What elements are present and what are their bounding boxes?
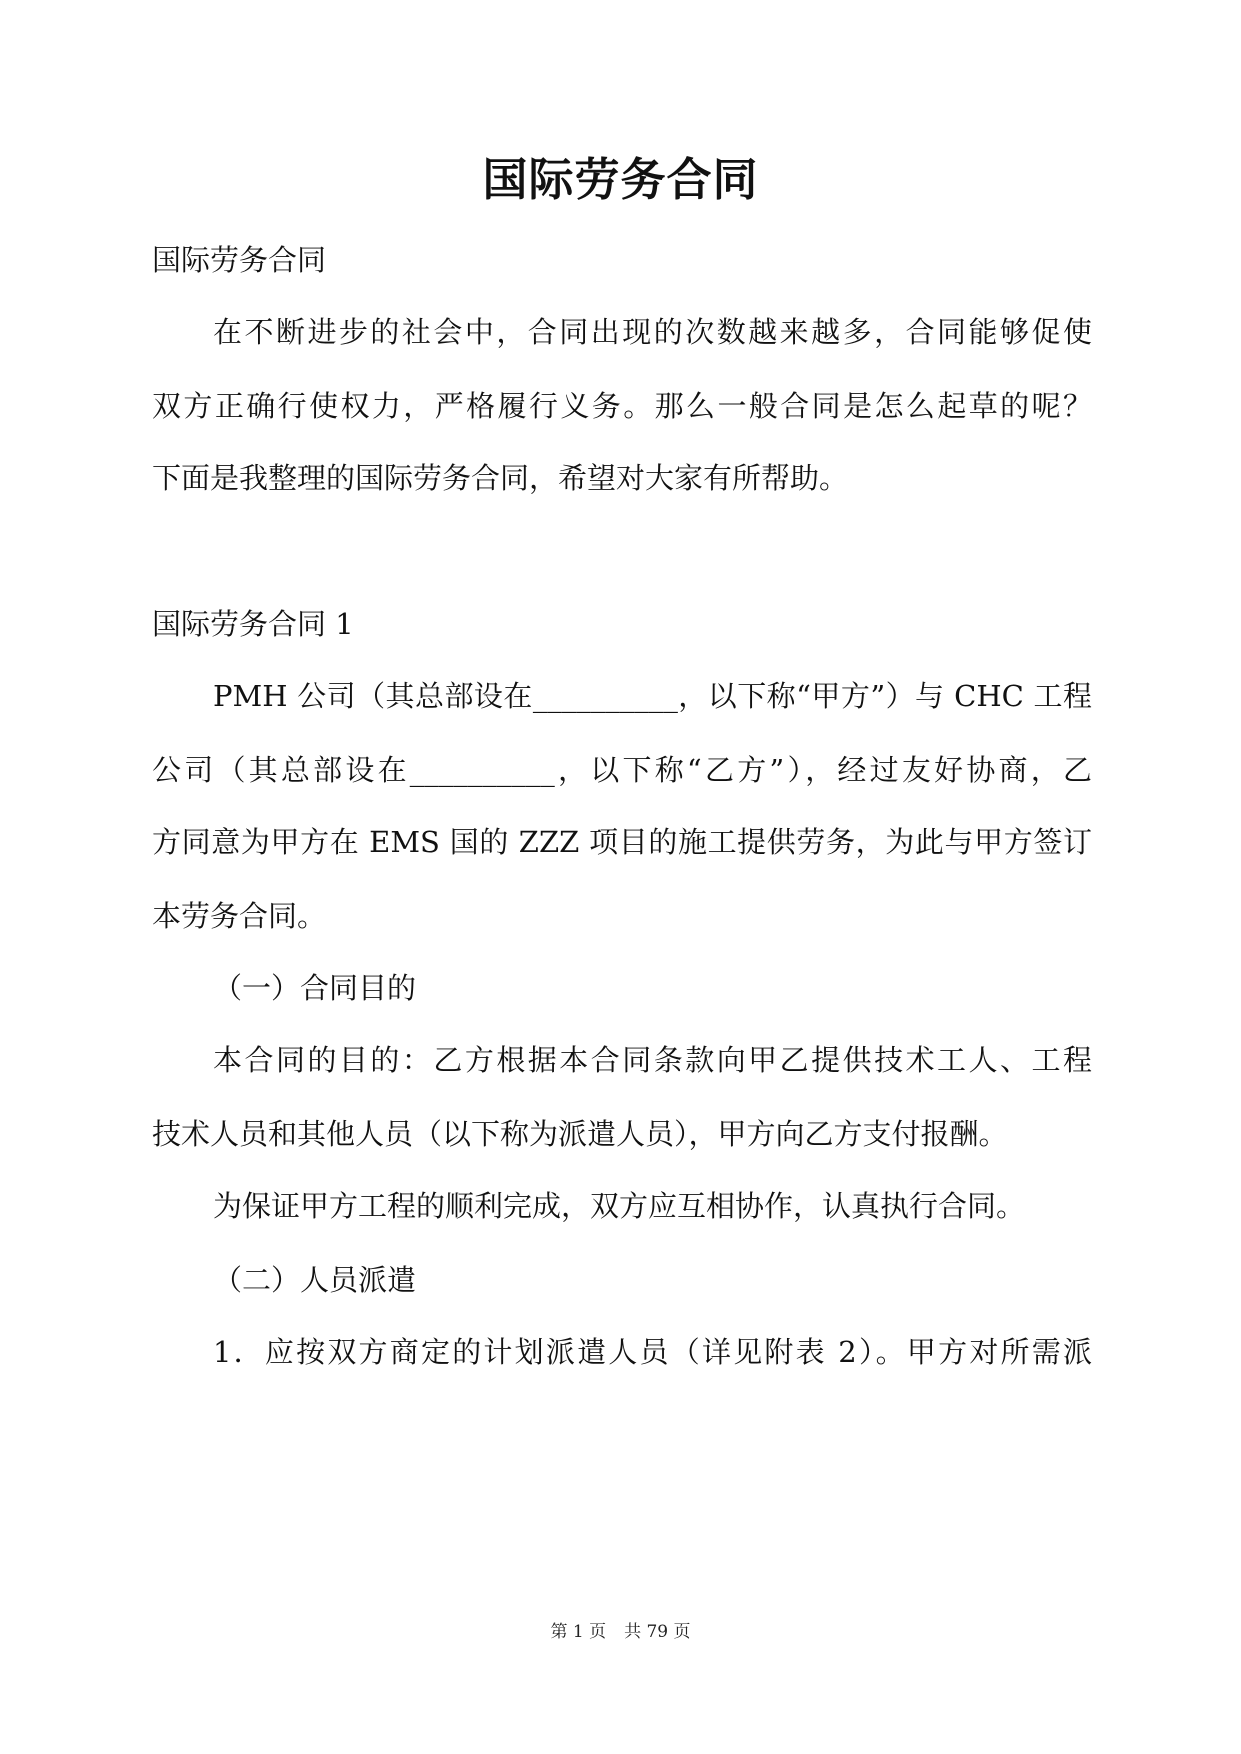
page-number: 第 1 页 [550,1622,607,1642]
parties-paragraph-line-2: 公司（其总部设在__________，以下称“乙方”），经过友好协商，乙 [152,753,1092,787]
page-footer [0,1620,1241,1644]
document-title: 国际劳务合同 [482,153,759,206]
parties-paragraph-line-1: PMH 公司（其总部设在__________，以下称“甲方”）与 CHC 工程 [213,679,1092,713]
parties-paragraph-line-3: 方同意为甲方在 EMS 国的 ZZZ 项目的施工提供劳务，为此与甲方签订 [152,825,1092,859]
intro-paragraph-line-2: 双方正确行使权力，严格履行义务。那么一般合同是怎么起草的呢？ [152,389,1092,423]
purpose-paragraph-line-2: 技术人员和其他人员（以下称为派遣人员），甲方向乙方支付报酬。 [152,1117,1008,1151]
parties-paragraph-line-4: 本劳务合同。 [152,899,327,933]
dispatch-item-1-line-1: 1．应按双方商定的计划派遣人员（详见附表 2）。甲方对所需派 [213,1335,1092,1369]
page-total: 共 79 页 [624,1622,691,1642]
cooperation-paragraph: 为保证甲方工程的顺利完成，双方应互相协作，认真执行合同。 [213,1189,1026,1223]
intro-paragraph-line-1: 在不断进步的社会中，合同出现的次数越来越多，合同能够促使 [213,315,1092,349]
contract-1-heading: 国际劳务合同 1 [152,607,354,641]
section-2-heading: （二）人员派遣 [213,1263,417,1297]
purpose-paragraph-line-1: 本合同的目的：乙方根据本合同条款向甲乙提供技术工人、工程 [213,1043,1092,1077]
intro-heading: 国际劳务合同 [152,243,327,277]
intro-paragraph-line-3: 下面是我整理的国际劳务合同，希望对大家有所帮助。 [152,461,849,495]
section-1-heading: （一）合同目的 [213,971,417,1005]
